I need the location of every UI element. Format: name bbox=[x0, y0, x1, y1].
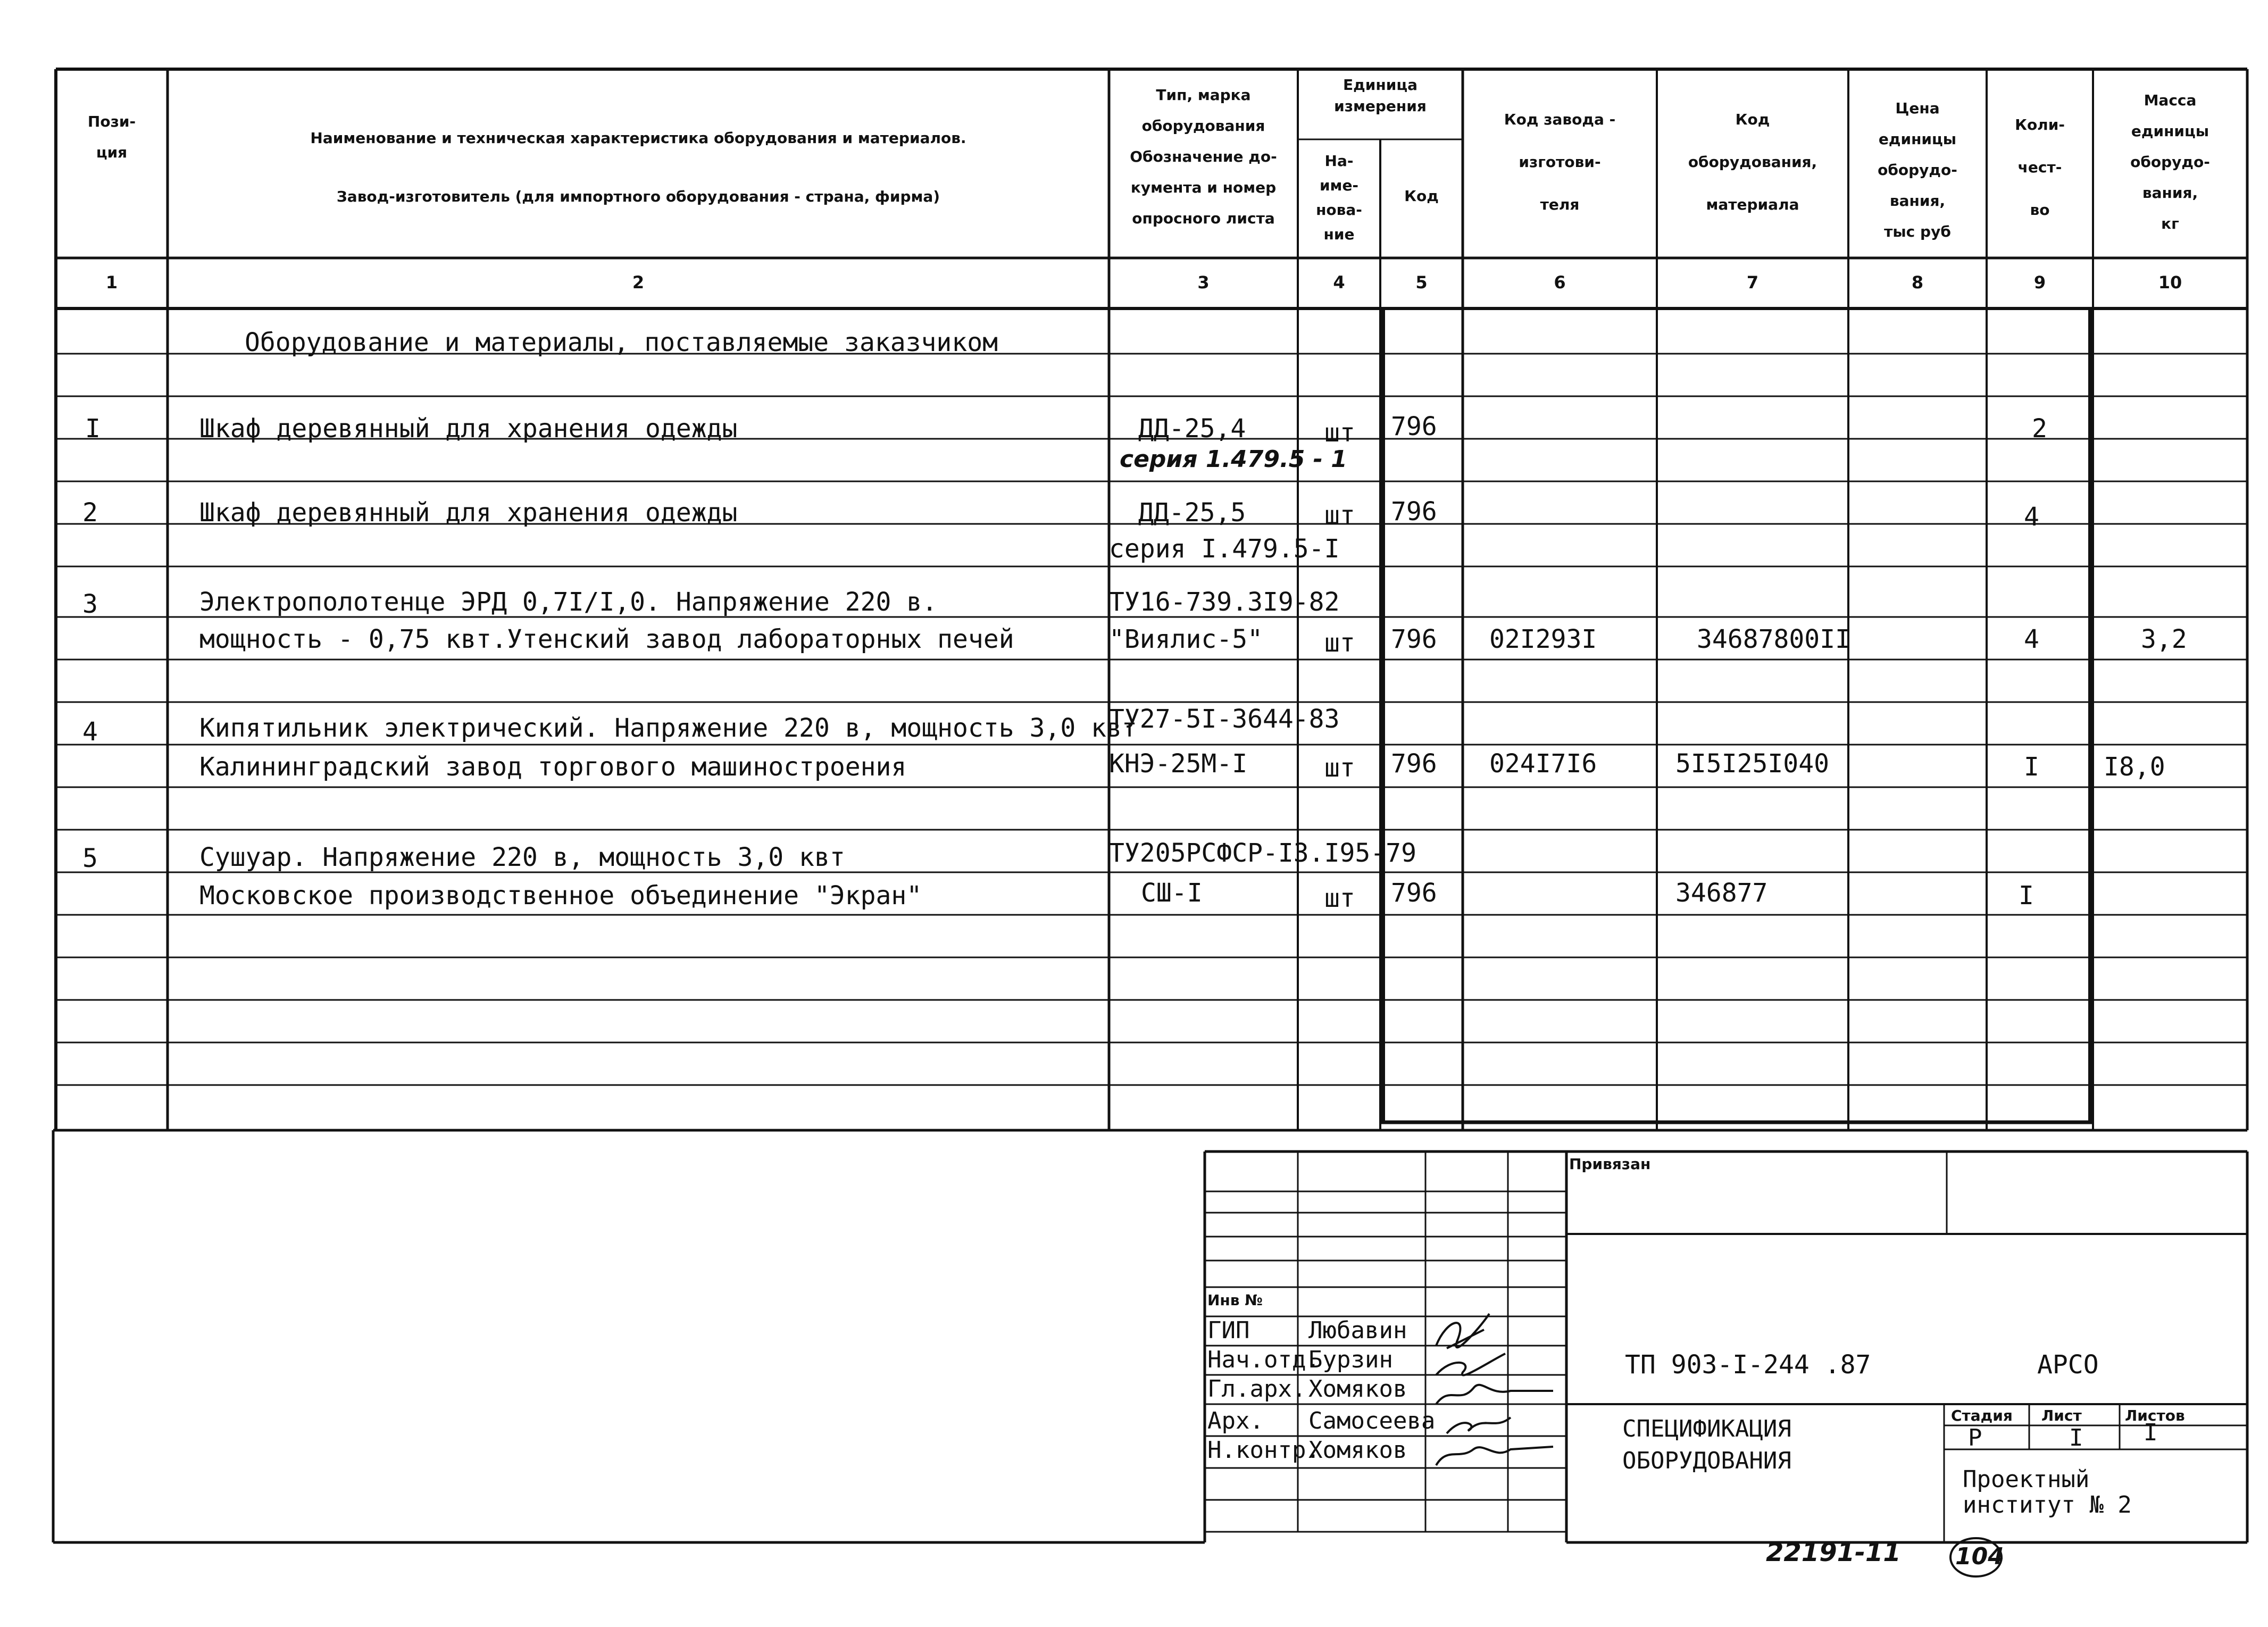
sheet-value: I bbox=[2069, 1424, 2083, 1451]
item-type-line2: СШ-I bbox=[1141, 878, 1203, 908]
column-number: 8 bbox=[1911, 272, 1924, 293]
stamp-role: Гл.арх. bbox=[1207, 1375, 1306, 1403]
item-position: I bbox=[85, 414, 101, 444]
document-title: СПЕЦИФИКАЦИЯ bbox=[1622, 1415, 1791, 1442]
stamp-role: Н.контр. bbox=[1207, 1437, 1320, 1464]
stamp-name: Самосеева bbox=[1308, 1407, 1436, 1434]
stamp-role: Арх. bbox=[1207, 1407, 1264, 1434]
item-position: 3 bbox=[82, 589, 98, 619]
column-number: 9 bbox=[2033, 272, 2046, 293]
item-mass: 3,2 bbox=[2141, 624, 2187, 654]
item-type-note: серия 1.479.5 - 1 bbox=[1120, 446, 1347, 473]
item-quantity: 4 bbox=[2024, 624, 2039, 654]
item-type: ДД-25,4 bbox=[1138, 414, 1246, 444]
column-number: 10 bbox=[2158, 272, 2182, 293]
stamp-name: Бурзин bbox=[1308, 1346, 1393, 1373]
stamp-role: Нач.отд. bbox=[1207, 1346, 1320, 1373]
inventory-label: Инв № bbox=[1207, 1291, 1263, 1309]
item-quantity: I bbox=[2019, 881, 2034, 911]
item-name: Шкаф деревянный для хранения одежды bbox=[199, 414, 738, 444]
item-quantity: 2 bbox=[2032, 414, 2047, 444]
item-quantity: 4 bbox=[2024, 502, 2039, 532]
page-number: 104 bbox=[1955, 1543, 2004, 1570]
item-unit: шт bbox=[1324, 500, 1355, 530]
column-number: 3 bbox=[1197, 272, 1210, 293]
stamp-role: ГИП bbox=[1207, 1317, 1250, 1344]
header-equipment-code: Код оборудования, материала bbox=[1688, 111, 1817, 213]
item-unit: шт bbox=[1324, 883, 1355, 913]
item-name-line2: Московское производственное объединение "Экран" bbox=[199, 881, 922, 911]
item-type: ДД-25,5 bbox=[1138, 498, 1246, 528]
stage-value: Р bbox=[1968, 1424, 1982, 1451]
item-type: ТУ205РСФСР-I3.I95-79 bbox=[1109, 838, 1416, 868]
signatures bbox=[1436, 1314, 1553, 1465]
item-position: 2 bbox=[82, 498, 98, 528]
header-type: Тип, марка оборудования Обозначение до- кумента и номер опросного листа bbox=[1130, 86, 1277, 227]
header-factory-code: Код завода - изготови- теля bbox=[1504, 111, 1616, 213]
stage-label: Стадия bbox=[1951, 1407, 2013, 1424]
item-name-line2: мощность - 0,75 квт.Утенский завод лабораторных печей bbox=[199, 624, 1014, 654]
item-name-line2: Калининградский завод торгового машиностроения bbox=[199, 752, 907, 782]
archive-number: 22191-11 bbox=[1766, 1538, 1901, 1567]
item-unit-code: 796 bbox=[1391, 624, 1437, 654]
organization: Проектный bbox=[1963, 1466, 2090, 1493]
item-factory-code: 024I7I6 bbox=[1489, 749, 1597, 779]
column-number: 7 bbox=[1746, 272, 1759, 293]
header-unit-code: Код bbox=[1404, 187, 1439, 205]
organization: институт № 2 bbox=[1963, 1491, 2132, 1518]
item-type: ТУ27-5I-3644-83 bbox=[1109, 704, 1340, 734]
item-equipment-code: 346877 bbox=[1675, 878, 1768, 908]
item-name: Шкаф деревянный для хранения одежды bbox=[199, 498, 738, 528]
item-factory-code: 02I293I bbox=[1489, 624, 1597, 654]
item-unit: шт bbox=[1324, 418, 1355, 448]
privyazan-label: Привязан bbox=[1569, 1155, 1651, 1173]
item-name: Кипятильник электрический. Напряжение 220 в, мощность 3,0 квт bbox=[199, 713, 1137, 743]
sheet-label: Лист bbox=[2041, 1407, 2082, 1424]
stamp-name: Любавин bbox=[1308, 1317, 1407, 1344]
header-unit-name: На- име- нова- ние bbox=[1316, 152, 1362, 243]
item-type-line2: КНЭ-25М-I bbox=[1109, 749, 1248, 779]
item-equipment-code: 5I5I25I040 bbox=[1675, 749, 1829, 779]
item-unit: шт bbox=[1324, 628, 1355, 658]
item-position: 4 bbox=[82, 717, 98, 747]
item-unit-code: 796 bbox=[1391, 749, 1437, 779]
sheets-value: I bbox=[2144, 1419, 2158, 1446]
item-unit-code: 796 bbox=[1391, 878, 1437, 908]
header-name: Наименование и техническая характеристика оборудования и материалов. Завод-изготовитель (для импортного оборудования - страна, фирма) bbox=[310, 129, 966, 205]
item-type: ТУ16-739.3I9-82 bbox=[1109, 587, 1340, 617]
header-quantity: Коли- чест- во bbox=[2015, 116, 2065, 219]
item-quantity: I bbox=[2024, 752, 2039, 782]
item-name: Сушуар. Напряжение 220 в, мощность 3,0 квт bbox=[199, 842, 845, 872]
item-unit: шт bbox=[1324, 753, 1355, 783]
item-equipment-code: 34687800II bbox=[1697, 624, 1850, 654]
column-number: 2 bbox=[632, 272, 645, 293]
document-section: АРСО bbox=[2037, 1350, 2099, 1380]
stamp-name: Хомяков bbox=[1308, 1375, 1407, 1403]
item-mass: I8,0 bbox=[2104, 752, 2165, 782]
item-name: Электрополотенце ЭРД 0,7I/I,0. Напряжение 220 в. bbox=[199, 587, 938, 617]
column-number: 6 bbox=[1554, 272, 1566, 293]
column-number: 5 bbox=[1415, 272, 1428, 293]
item-type-note: серия I.479.5-I bbox=[1109, 534, 1340, 564]
item-type-line2: "Виялис-5" bbox=[1109, 624, 1263, 654]
item-unit-code: 796 bbox=[1391, 412, 1437, 441]
header-price: Цена единицы оборудо- вания, тыс руб bbox=[1878, 99, 1957, 240]
document-title: ОБОРУДОВАНИЯ bbox=[1622, 1447, 1791, 1474]
stamp-name: Хомяков bbox=[1308, 1437, 1407, 1464]
sheets-label: Листов bbox=[2125, 1407, 2185, 1424]
column-number: 4 bbox=[1333, 272, 1345, 293]
header-unit: Единица измерения bbox=[1334, 76, 1427, 115]
document-code: ТП 903-I-244 .87 bbox=[1625, 1350, 1871, 1380]
section-title: Оборудование и материалы, поставляемые заказчиком bbox=[245, 328, 998, 357]
header-position: Пози- ция bbox=[87, 113, 136, 161]
item-unit-code: 796 bbox=[1391, 497, 1437, 527]
item-position: 5 bbox=[82, 844, 98, 873]
column-number: 1 bbox=[105, 272, 118, 293]
header-mass: Масса единицы оборудо- вания, кг bbox=[2130, 91, 2210, 232]
